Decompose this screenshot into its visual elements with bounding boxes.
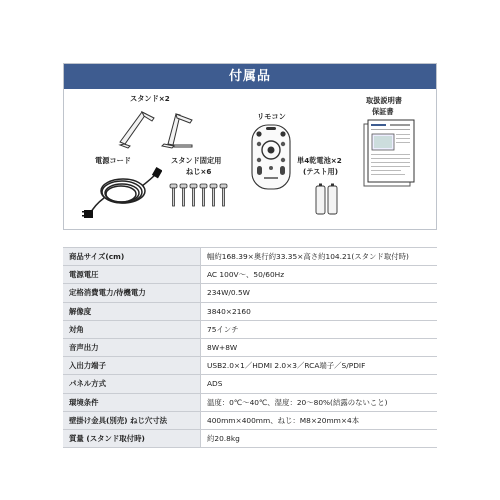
spec-value: 幅約168.39×奥行約33.35×高さ約104.21(スタンド取付時) [201,248,438,266]
spec-value: 75インチ [201,320,438,338]
accessories-title: 付属品 [64,64,436,89]
screws-illustration [168,182,232,212]
spec-key: 質量 (スタンド取付時) [63,429,201,447]
spec-value: 3840×2160 [201,302,438,320]
manual-label-line1: 取扱説明書 [366,96,402,105]
spec-value: 約20.8kg [201,429,438,447]
screws-label-line1: スタンド固定用 [171,156,222,165]
spec-row [63,375,437,393]
spec-value: 400mm×400mm、ねじ：M8×20mm×4本 [201,411,438,429]
spec-key: 電源電圧 [63,266,201,284]
spec-value: ADS [201,375,438,393]
spec-row [63,338,437,356]
spec-row [63,320,437,338]
spec-value: 温度：0℃～40℃、湿度：20～80%(結露のないこと) [201,393,438,411]
spec-key: 入出力端子 [63,357,201,375]
spec-value: 234W/0.5W [201,284,438,302]
screws-label-line2: ねじ×6 [186,167,212,176]
spec-row [63,429,437,447]
spec-key: 対角 [63,320,201,338]
remote-illustration [248,122,294,192]
manual-label-line2: 保証書 [372,107,394,116]
spec-row [63,393,437,411]
stand-illustration [108,104,208,149]
power-cord-illustration [82,166,162,221]
batteries-label-line2: (テスト用) [303,167,339,176]
spec-row [63,357,437,375]
spec-row [63,411,437,429]
spec-key: 解像度 [63,302,201,320]
spec-row [63,302,437,320]
batteries-label-line1: 単4乾電池×2 [297,156,342,165]
spec-key: 壁掛け金具(別売) ねじ穴寸法 [63,411,201,429]
stand-label: スタンド×2 [130,94,170,103]
spec-value: USB2.0×1／HDMI 2.0×3／RCA端子／S/PDIF [201,357,438,375]
manual-illustration [360,118,418,193]
spec-value: AC 100V～、50/60Hz [201,266,438,284]
spec-row [63,248,437,266]
spec-row [63,284,437,302]
power-cord-label: 電源コード [95,156,131,165]
batteries-illustration [314,182,340,216]
spec-key: 定格消費電力/待機電力 [63,284,201,302]
spec-key: 環境条件 [63,393,201,411]
spec-key: パネル方式 [63,375,201,393]
spec-table [63,247,437,448]
spec-row [63,266,437,284]
spec-key: 音声出力 [63,338,201,356]
spec-key: 商品サイズ(cm) [63,248,201,266]
remote-label: リモコン [257,112,286,121]
spec-value: 8W+8W [201,338,438,356]
